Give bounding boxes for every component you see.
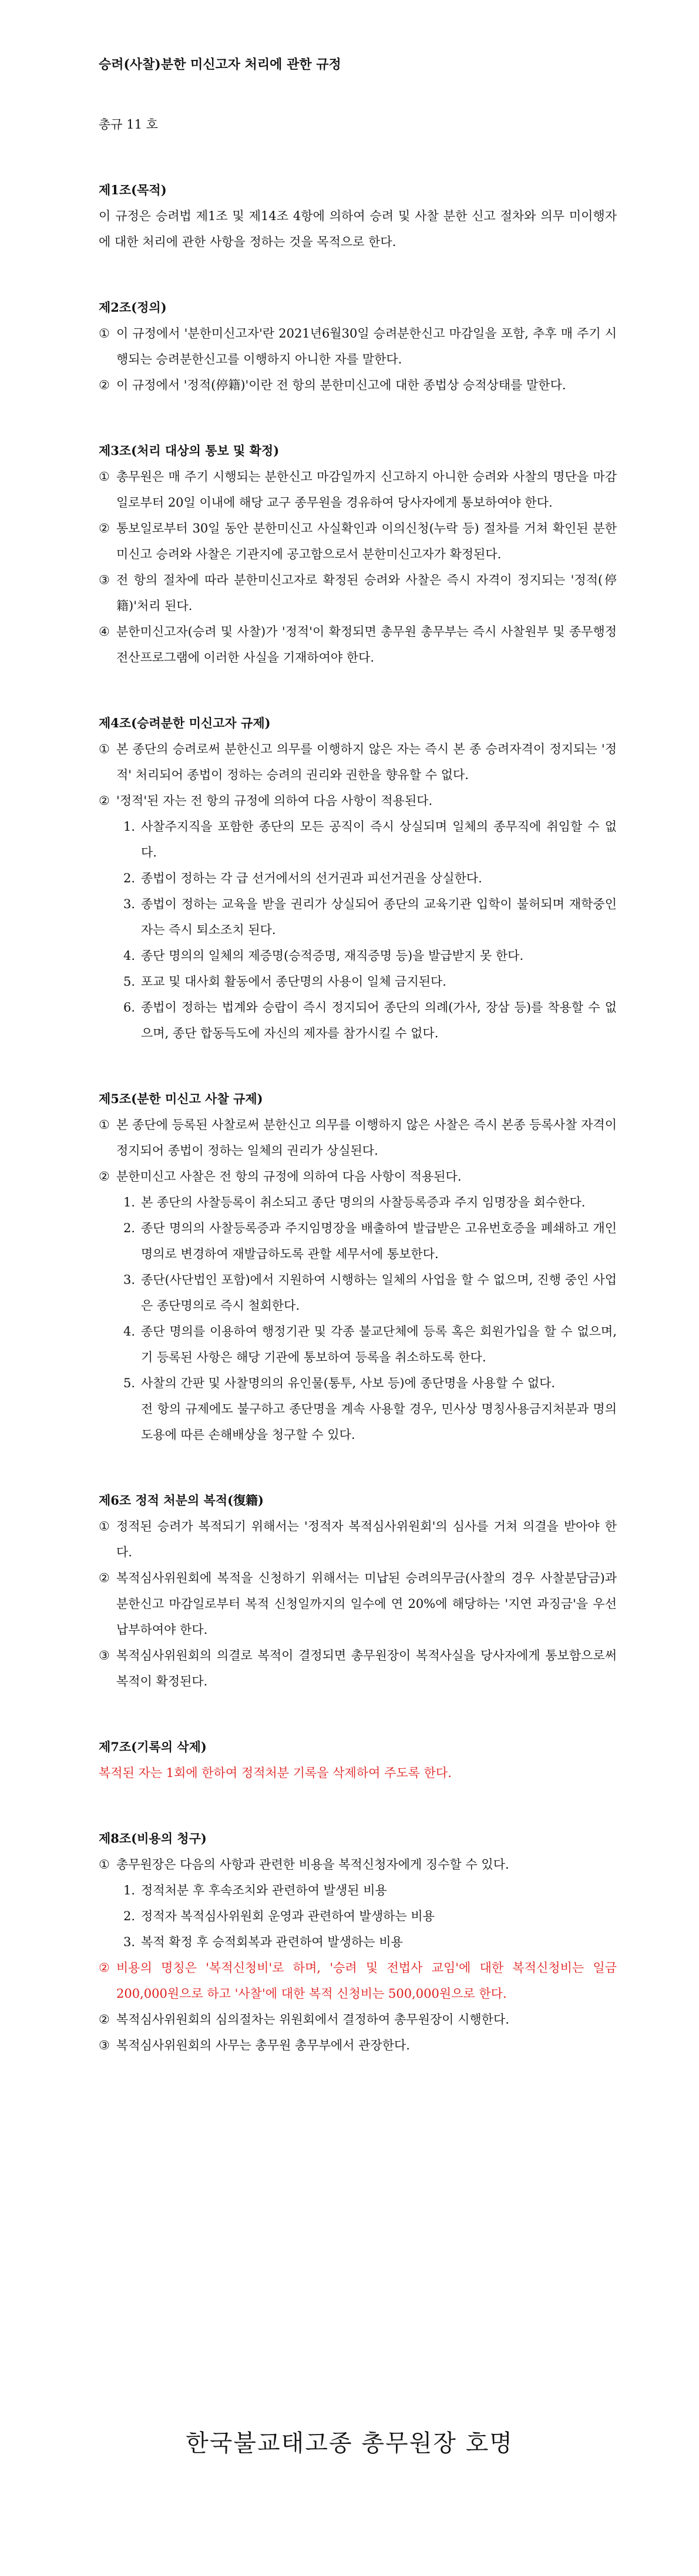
numbered-paragraph: [99, 1164, 617, 1189]
paragraph-number: ②: [99, 1571, 110, 1585]
highlighted-paragraph: [99, 1955, 617, 2007]
sub-item-list: [99, 1877, 617, 1955]
numbered-paragraph: [99, 2032, 617, 2058]
article-title: 제4조(승려분한 미신고자 규제): [99, 716, 271, 730]
paragraph-text: 분한미신고자(승려 및 사찰)가 '정적'이 확정되면 총무원 총무부는 즉시 사찰원부 및 종무행정 전산프로그램에 이러한 사실을 기재하여야 한다.: [116, 625, 617, 665]
article-2: [99, 295, 617, 398]
numbered-paragraph: [99, 1643, 617, 1694]
additional-clause: 전 항의 규제에도 불구하고 종단명을 계속 사용할 경우, 민사상 명칭사용금지처분과 명의도용에 따른 손해배상을 청구할 수 있다.: [141, 1402, 617, 1442]
sub-item: [123, 891, 617, 943]
numbered-paragraph: [99, 321, 617, 372]
paragraph-text: 정적된 승려가 복적되기 위해서는 '정적자 복적심사위원회'의 심사를 거쳐 의결을 받아야 한다.: [116, 1519, 617, 1559]
paragraph-number: ②: [99, 2012, 110, 2027]
paragraph-number: ④: [99, 625, 110, 639]
sub-item: [123, 1929, 617, 1955]
paragraph-text: 복적심사위원회의 사무는 총무원 총무부에서 관장한다.: [116, 2038, 410, 2052]
paragraph-number: ①: [99, 742, 110, 756]
article-title: 제5조(분한 미신고 사찰 규제): [99, 1091, 263, 1106]
sub-item: [123, 1215, 617, 1267]
sub-item-number: 1.: [123, 1195, 136, 1209]
paragraph-text: 복적심사위원회의 의결로 복적이 결정되면 총무원장이 복적사실을 당사자에게 통보함으로써 복적이 확정된다.: [116, 1648, 617, 1688]
paragraph-text: 본 종단에 등록된 사찰로써 분한신고 의무를 이행하지 않은 사찰은 즉시 본종 등록사찰 자격이 정지되어 종법이 정하는 일체의 권리가 상실된다.: [116, 1118, 617, 1158]
sub-item-number: 5.: [123, 975, 136, 989]
sub-item-text: 정적자 복적심사위원회 운영과 관련하여 발생하는 비용: [141, 1909, 435, 1923]
sub-item-number: 2.: [123, 1221, 136, 1235]
paragraph-text: 비용의 명칭은 '복적신청비'로 하며, '승려 및 전법사 교임'에 대한 복적신청비는 일금 200,000원으로 하고 '사찰'에 대한 복적 신청비는 500,000원으로 한다.: [116, 1961, 617, 2001]
paragraph-text: '정적'된 자는 전 항의 규정에 의하여 다음 사항이 적용된다.: [116, 794, 433, 808]
numbered-paragraph: [99, 788, 617, 814]
sub-item: [123, 1267, 617, 1319]
numbered-paragraph: [99, 515, 617, 567]
sub-item-number: 1.: [123, 820, 136, 834]
sub-item-text: 종단 명의의 사찰등록증과 주지임명장을 배출하여 발급받은 고유번호증을 폐쇄하고 개인 명의로 변경하여 재발급하도록 관할 세무서에 통보한다.: [141, 1221, 617, 1261]
article-title: 제1조(목적): [99, 183, 167, 197]
paragraph-number: ③: [99, 573, 110, 587]
paragraph-text: 복적심사위원회에 복적을 신청하기 위해서는 미납된 승려의무금(사찰의 경우 사찰분담금)과 분한신고 마감일로부터 복적 신청일까지의 일수에 연 20%에 해당하는 '지연 과징금'을 우선 납부하여야 한다.: [116, 1571, 617, 1637]
paragraph-number: ①: [99, 1857, 110, 1872]
paragraph-number: ②: [99, 1961, 110, 1975]
sub-item-text: 본 종단의 사찰등록이 취소되고 종단 명의의 사찰등록증과 주지 임명장을 회수한다.: [141, 1195, 586, 1209]
paragraph-text: 분한미신고 사찰은 전 항의 규정에 의하여 다음 사항이 적용된다.: [116, 1169, 462, 1184]
sub-item: [123, 994, 617, 1046]
sub-item: [123, 943, 617, 969]
sub-item: [123, 1189, 617, 1215]
paragraph-text: 통보일로부터 30일 동안 분한미신고 사실확인과 이의신청(누락 등) 절차를 거쳐 확인된 분한미신고 승려와 사찰은 기관지에 공고함으로서 분한미신고자가 확정된다.: [116, 521, 617, 561]
sub-item-number: 3.: [123, 1273, 136, 1287]
rule-number: 총규 11 호: [99, 117, 158, 132]
sub-item: [123, 814, 617, 865]
numbered-paragraph: [99, 1565, 617, 1643]
sub-item-list: [99, 814, 617, 1046]
sub-item-text: 복적 확정 후 승적회복과 관련하여 발생하는 비용: [141, 1935, 403, 1949]
sub-item-number: 2.: [123, 871, 136, 885]
paragraph-number: ②: [99, 378, 110, 392]
sub-item-text: 정적처분 후 후속조치와 관련하여 발생된 비용: [141, 1883, 387, 1897]
sub-item-number: 5.: [123, 1376, 136, 1390]
article-title: 제6조 정적 처분의 복적(復籍): [99, 1493, 264, 1508]
paragraph-text: 전 항의 절차에 따라 분한미신고자로 확정된 승려와 사찰은 즉시 자격이 정지되는 '정적(停籍)'처리 된다.: [116, 573, 617, 613]
article-8: [99, 1826, 617, 2058]
article-title: 제2조(정의): [99, 300, 167, 315]
article-4: [99, 710, 617, 1046]
numbered-paragraph: [99, 567, 617, 619]
article-7: [99, 1734, 617, 1786]
sub-item-text: 포교 및 대사회 활동에서 종단명의 사용이 일체 금지된다.: [141, 975, 446, 989]
article-title: 제7조(기록의 삭제): [99, 1739, 207, 1754]
article-3: [99, 438, 617, 670]
paragraph-text: 복적심사위원회의 심의절차는 위원회에서 결정하여 총무원장이 시행한다.: [116, 2012, 509, 2027]
sub-item-text: 종법이 정하는 각 급 선거에서의 선거권과 피선거권을 상실한다.: [141, 871, 482, 885]
sub-item-number: 3.: [123, 897, 136, 911]
sub-item-text: 종단 명의를 이용하여 행정기관 및 각종 불교단체에 등록 혹은 회원가입을 할 수 없으며, 기 등록된 사항은 해당 기관에 통보하여 등록을 취소하도록 한다.: [141, 1324, 617, 1364]
document-title: 승려(사찰)분한 미신고자 처리에 관한 규정: [99, 57, 341, 72]
sub-item-text: 사찰주지직을 포함한 종단의 모든 공직이 즉시 상실되며 일체의 종무직에 취임할 수 없다.: [141, 820, 617, 859]
sub-item-number: 3.: [123, 1935, 136, 1949]
sub-item: [123, 865, 617, 891]
paragraph-text: 이 규정에서 '분한미신고자'란 2021년6월30일 승려분한신고 마감일을 포함, 추후 매 주기 시행되는 승려분한신고를 이행하지 아니한 자를 말한다.: [116, 326, 617, 366]
paragraph-number: ②: [99, 794, 110, 808]
sub-item-text: 종법이 정하는 법계와 승랍이 즉시 정지되어 종단의 의례(가사, 장삼 등)를 착용할 수 없으며, 종단 합동득도에 자신의 제자를 참가시킬 수 없다.: [141, 1000, 617, 1040]
paragraph-number: ③: [99, 2038, 110, 2052]
paragraph-number: ①: [99, 1118, 110, 1132]
numbered-paragraph: [99, 2007, 617, 2032]
numbered-paragraph: [99, 1513, 617, 1565]
numbered-paragraph: [99, 1112, 617, 1164]
sub-item: [123, 1903, 617, 1929]
article-text: 이 규정은 승려법 제1조 및 제14조 4항에 의하여 승려 및 사찰 분한 신고 절차와 의무 미이행자에 대한 처리에 관한 사항을 정하는 것을 목적으로 한다.: [99, 209, 617, 249]
paragraph-text: 총무원은 매 주기 시행되는 분한신고 마감일까지 신고하지 아니한 승려와 사찰의 명단을 마감일로부터 20일 이내에 해당 교구 종무원을 경유하여 당사자에게 통보하여야 한다.: [116, 470, 617, 510]
numbered-paragraph: [99, 372, 617, 398]
sub-item-number: 4.: [123, 1324, 136, 1338]
paragraph-number: ②: [99, 521, 110, 535]
sub-item: [123, 1877, 617, 1903]
numbered-paragraph: [99, 736, 617, 788]
paragraph-number: ②: [99, 1169, 110, 1184]
sub-item: [123, 1319, 617, 1370]
sub-item-list: [99, 1189, 617, 1396]
sub-item-number: 1.: [123, 1883, 136, 1897]
sub-item-text: 종법이 정하는 교육을 받을 권리가 상실되어 종단의 교육기관 입학이 불허되며 재학중인 자는 즉시 퇴소조치 된다.: [141, 897, 617, 937]
sub-item: [123, 969, 617, 994]
paragraph-number: ③: [99, 1648, 110, 1663]
sub-item-number: 4.: [123, 949, 136, 963]
paragraph-text: 이 규정에서 '정적(停籍)'이란 전 항의 분한미신고에 대한 종법상 승적상태를 말한다.: [116, 378, 566, 392]
sub-item-text: 종단(사단법인 포함)에서 지원하여 시행하는 일체의 사업을 할 수 없으며, 진행 중인 사업은 종단명의로 즉시 철회한다.: [141, 1273, 617, 1313]
numbered-paragraph: [99, 619, 617, 670]
sub-item-text: 종단 명의의 일체의 제증명(승적증명, 재직증명 등)을 발급받지 못 한다.: [141, 949, 524, 963]
article-5: [99, 1086, 617, 1448]
article-1: [99, 177, 617, 255]
article-title: 제3조(처리 대상의 통보 및 확정): [99, 443, 280, 458]
paragraph-text: 총무원장은 다음의 사항과 관련한 비용을 복적신청자에게 징수할 수 있다.: [116, 1857, 509, 1872]
paragraph-number: ①: [99, 470, 110, 484]
article-6: [99, 1488, 617, 1694]
sub-item: [123, 1370, 617, 1396]
paragraph-number: ①: [99, 326, 110, 340]
sub-item-text: 사찰의 간판 및 사찰명의의 유인물(통투, 사보 등)에 종단명을 사용할 수 없다.: [141, 1376, 556, 1390]
highlighted-text: 복적된 자는 1회에 한하여 정적처분 기록을 삭제하여 주도록 한다.: [99, 1766, 452, 1780]
paragraph-text: 본 종단의 승려로써 분한신고 의무를 이행하지 않은 자는 즉시 본 종 승려자격이 정지되는 '정적' 처리되어 종법이 정하는 승려의 권리와 권한을 향유할 수 없다.: [116, 742, 617, 782]
numbered-paragraph: [99, 464, 617, 515]
paragraph-number: ①: [99, 1519, 110, 1533]
numbered-paragraph: [99, 1852, 617, 1877]
issuer-signature: 한국불교태고종 총무원장 호명: [186, 2430, 513, 2457]
sub-item-number: 6.: [123, 1000, 136, 1014]
article-title: 제8조(비용의 청구): [99, 1831, 207, 1846]
sub-item-number: 2.: [123, 1909, 136, 1923]
